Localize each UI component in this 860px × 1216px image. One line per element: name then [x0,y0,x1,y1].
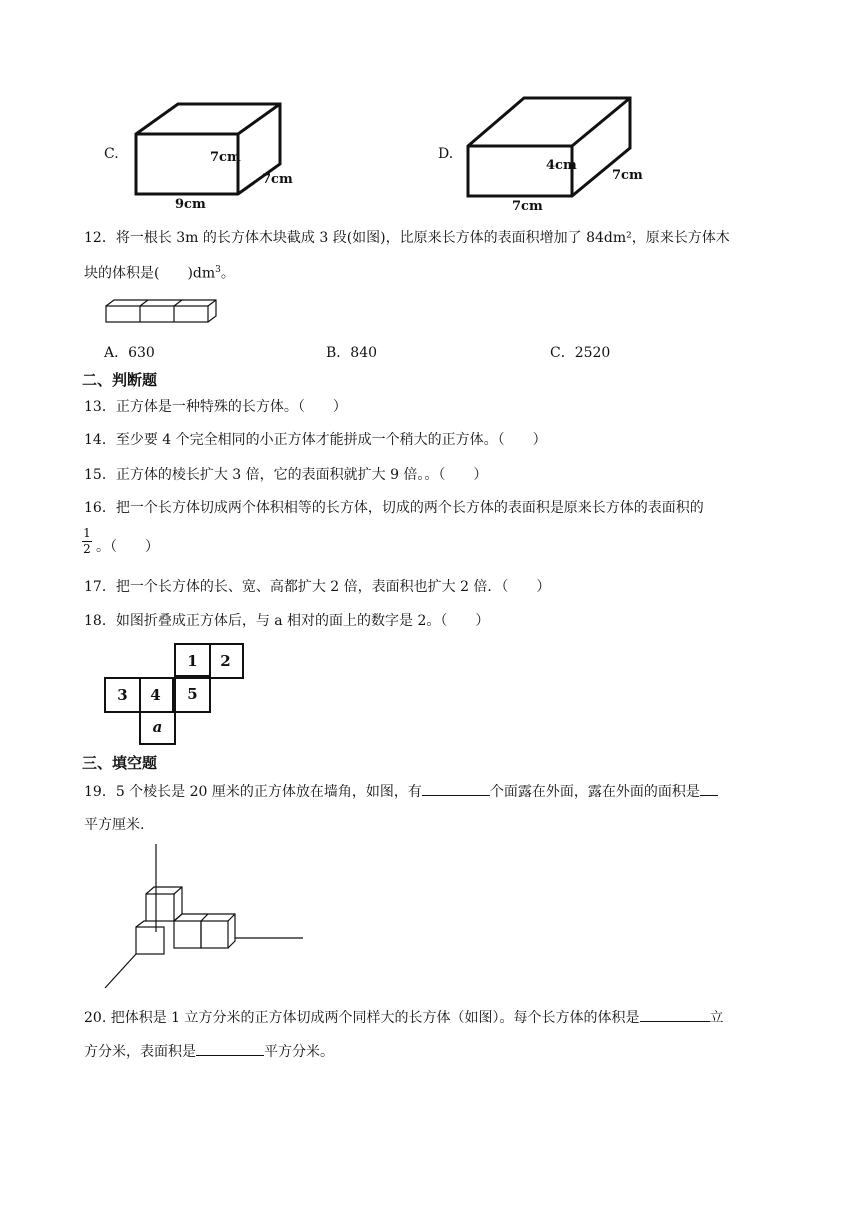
net-face-1: 1 [174,643,211,679]
three-blocks-figure [104,298,220,326]
cube-net-figure [104,641,244,746]
dim-depth-d: 7cm [612,168,643,183]
option-b-12: B．840 [326,345,378,361]
dim-width-d: 7cm [512,199,543,214]
question-12-line2: 块的体积是( )$dm^3$。 [84,265,235,282]
dim-depth-c: 7cm [262,172,293,187]
question-15: 15．正方体的棱长扩大 3 倍，它的表面积就扩大 9 倍。。（ ） [84,467,488,483]
corner-cubes-figure [100,840,310,992]
option-a-12: A．630 [104,345,155,361]
dim-height-d: 4cm [546,158,577,173]
question-20-line1: 20. 把体积是 1 立方分米的正方体切成两个同样大的长方体（如图）。每个长方体的体积是 立 [84,1007,724,1028]
section-judgement-title: 二、判断题 [82,371,158,389]
question-18: 18．如图折叠成正方体后，与 a 相对的面上的数字是 2。（ ） [84,613,490,629]
question-19-line2: 平方厘米. [84,817,145,833]
question-14: 14．至少要 4 个完全相同的小正方体才能拼成一个稍大的正方体。（ ） [84,432,547,448]
question-12-line1: 12．将一根长 3m 的长方体木块截成 3 段(如图)，比原来长方体的表面积增加了 84dm²，原来长方体木 [84,230,730,246]
cuboid-d-figure [462,92,642,202]
option-c-12: C．2520 [550,345,611,361]
question-19-line1: 19．5 个棱长是 20 厘米的正方体放在墙角，如图，有 个面露在外面，露在外面的面积是 [84,781,718,802]
dim-height-c: 7cm [210,150,241,165]
section-fill-title: 三、填空题 [82,754,158,772]
net-face-2: 2 [209,643,244,679]
option-d-label: D. [438,146,454,162]
net-face-5: 5 [174,675,211,713]
question-16-line1: 16．把一个长方体切成两个体积相等的长方体，切成的两个长方体的表面积是原来长方体的表面积的 [84,500,704,516]
question-17: 17．把一个长方体的长、宽、高都扩大 2 倍，表面积也扩大 2 倍．（ ） [84,579,551,595]
net-face-a: a [139,711,176,745]
question-20-line2: 方分米，表面积是 平方分米。 [84,1041,334,1062]
question-13: 13．正方体是一种特殊的长方体。（ ） [84,399,347,415]
fraction-one-half: 1 2 [83,526,91,556]
net-face-3: 3 [104,677,141,713]
option-c-label: C. [104,146,119,162]
question-16-line2: 。（ ） [96,539,159,555]
net-face-4: 4 [139,677,174,713]
dim-width-c: 9cm [175,197,206,212]
